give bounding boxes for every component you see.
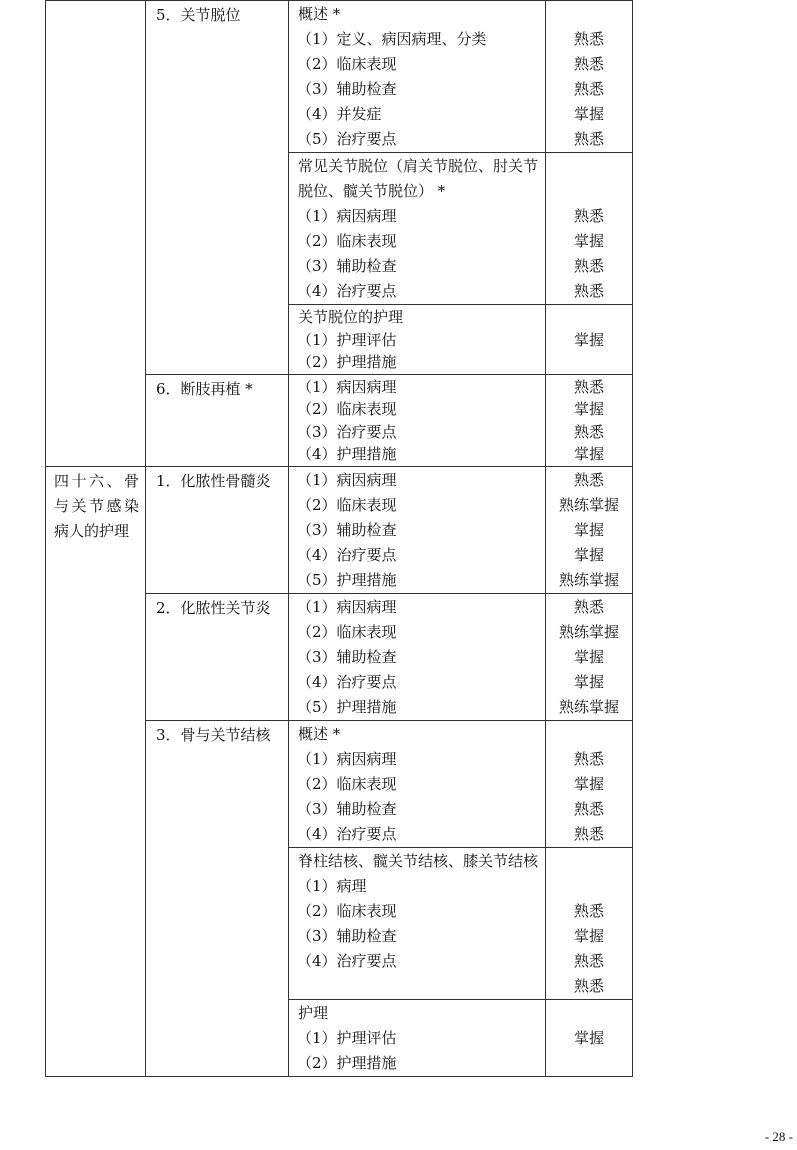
requirement-cell [546,374,633,466]
content-cell [289,593,546,720]
syllabus-table-body [46,1,633,1077]
content-cell [289,847,546,999]
unit-title-cell: 3．骨与关节结核 [146,720,289,1076]
content-item: （2）护理措施 [297,1053,397,1072]
content-item: （1）定义、病因病理、分类 [297,30,487,48]
requirement-level: 熟悉 [573,30,604,48]
requirement-level [546,2,632,27]
requirement-level: 熟悉 [573,80,604,98]
requirement-level: 掌握 [573,445,604,463]
requirement-level: 熟悉 [573,130,604,148]
requirement-level: 掌握 [573,105,604,123]
content-item: （4）治疗要点 [297,282,397,300]
content-item: （1）病因病理 [297,377,397,396]
content-item: （2）临床表现 [297,774,397,793]
requirement-level: 掌握 [573,647,604,666]
requirement-level: 熟悉 [573,422,604,441]
requirement-level: 熟悉 [573,901,604,920]
content-item: （2）临床表现 [297,622,397,641]
requirement-level: 熟练掌握 [558,570,619,589]
requirement-level: 熟悉 [573,597,604,616]
content-item: （1）病因病理 [297,597,397,616]
requirement-level: 熟悉 [573,976,604,995]
requirement-level: 熟悉 [573,55,604,73]
content-item: （5）护理措施 [297,697,397,716]
content-cell [289,720,546,847]
content-item: （1）护理评估 [297,1028,397,1047]
content-item: （3）辅助检查 [297,647,397,666]
content-item: （1）病因病理 [297,470,397,489]
requirement-level: 掌握 [573,774,604,793]
content-cell [289,466,546,593]
content-cell [289,999,546,1076]
content-heading: 护理 [298,1003,329,1022]
chapter-title-cell [46,1,146,467]
content-item: （4）并发症 [297,105,382,123]
content-heading: 概述 * [298,724,341,743]
requirement-level: 熟悉 [573,799,604,818]
unit-title-cell: 2．化脓性关节炎 [146,593,289,720]
requirement-level: 掌握 [573,520,604,539]
requirement-level: 熟悉 [573,282,604,300]
content-item: （5）治疗要点 [297,130,397,148]
content-cell [289,1,546,153]
requirement-cell [546,999,633,1076]
content-item: （1）病因病理 [297,749,397,768]
requirement-level: 掌握 [573,545,604,564]
content-cell [289,305,546,375]
requirement-level: 熟练掌握 [558,622,619,641]
content-item: （4）治疗要点 [297,951,397,970]
content-item: （2）临床表现 [297,495,397,514]
content-item: （3）辅助检查 [297,926,397,945]
table-row [46,1,633,153]
content-item: （2）临床表现 [297,232,397,250]
requirement-level: 熟悉 [573,470,604,489]
syllabus-table [45,0,633,1077]
content-item: （2）护理措施 [297,353,397,371]
table-row [46,466,633,593]
content-item: （4）治疗要点 [297,545,397,564]
requirement-cell [546,153,633,305]
unit-title-cell: 5．关节脱位 [146,1,289,375]
content-item: （4）治疗要点 [297,824,397,843]
content-item: （4）护理措施 [297,445,397,463]
requirement-level: 掌握 [573,232,604,250]
requirement-level: 掌握 [573,1028,604,1047]
content-item: （4）治疗要点 [297,672,397,691]
requirement-cell [546,1,633,153]
content-cell [289,374,546,466]
requirement-level: 熟悉 [573,749,604,768]
requirement-level: 熟悉 [573,377,604,396]
content-heading: 概述 * [298,5,341,23]
content-item: （2）临床表现 [297,400,397,418]
requirement-level: 熟悉 [573,257,604,275]
content-item: （3）辅助检查 [297,80,397,98]
requirement-level: 掌握 [573,672,604,691]
content-item: （1）病理 [297,876,367,895]
content-item: （2）临床表现 [297,901,397,920]
requirement-cell [546,720,633,847]
requirement-level: 熟练掌握 [558,697,619,716]
content-heading: 关节脱位的护理 [298,308,404,326]
page-number: - 28 - [764,1129,793,1144]
content-item: （5）护理措施 [297,570,397,589]
requirement-cell [546,305,633,375]
content-item: （1）病因病理 [297,207,397,225]
requirement-level: 掌握 [573,400,604,418]
content-heading: 常见关节脱位（肩关节脱位、肘关节脱位、髋关节脱位） * [298,157,539,200]
unit-title-cell: 6．断肢再植 * [146,374,289,466]
requirement-level [546,849,632,899]
content-cell [289,153,546,305]
requirement-cell [546,847,633,999]
requirement-level [546,722,632,747]
requirement-level: 掌握 [573,330,604,349]
content-item: （3）辅助检查 [297,257,397,275]
requirement-cell [546,593,633,720]
requirement-cell [546,466,633,593]
requirement-level: 熟练掌握 [558,495,619,514]
content-item: （3）治疗要点 [297,422,397,441]
content-item: （3）辅助检查 [297,520,397,539]
content-heading: 脊柱结核、髋关节结核、膝关节结核 [298,851,539,870]
chapter-title-cell: 四十六、骨与关节感染病人的护理 [46,466,146,1076]
requirement-level: 熟悉 [573,824,604,843]
unit-title-cell: 1．化脓性骨髓炎 [146,466,289,593]
content-item: （1）护理评估 [297,330,397,349]
content-item: （2）临床表现 [297,55,397,73]
requirement-level: 掌握 [573,926,604,945]
requirement-level [546,154,632,204]
content-item: （3）辅助检查 [297,799,397,818]
requirement-level: 熟悉 [573,951,604,970]
requirement-level: 熟悉 [573,207,604,225]
